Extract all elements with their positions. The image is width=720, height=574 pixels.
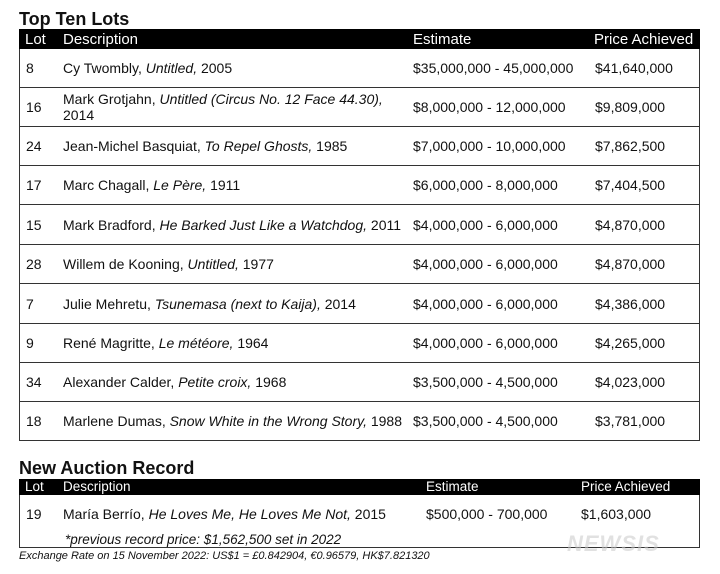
lot-price: $4,023,000 <box>595 374 666 390</box>
header-lot: Lot <box>25 31 46 48</box>
lot-estimate: $3,500,000 - 4,500,000 <box>413 413 558 429</box>
lot-price: $9,809,000 <box>595 99 666 115</box>
table-row <box>20 363 699 402</box>
lot-number: 34 <box>26 374 42 390</box>
record-estimate: $500,000 - 700,000 <box>426 506 548 522</box>
lot-description: René Magritte, Le météore, 1964 <box>63 335 269 351</box>
record-description: María Berrío, He Loves Me, He Loves Me Not, 2015 <box>63 506 386 522</box>
header-description: Description <box>63 31 139 48</box>
lot-description: Julie Mehretu, Tsunemasa (next to Kaija), 2014 <box>63 295 356 312</box>
lot-number: 8 <box>26 60 34 76</box>
lot-price: $7,862,500 <box>595 138 666 154</box>
record-row <box>20 495 699 533</box>
table-row <box>20 402 699 440</box>
record-lot: 19 <box>26 506 42 522</box>
lot-description: Jean-Michel Basquiat, To Repel Ghosts, 1985 <box>63 138 348 154</box>
table-row <box>20 49 699 88</box>
lot-description: Mark Bradford, He Barked Just Like a Watchdog, 2011 <box>63 216 402 233</box>
record-header-lot: Lot <box>25 479 44 494</box>
lot-estimate: $4,000,000 - 6,000,000 <box>413 256 558 272</box>
lot-estimate: $35,000,000 - 45,000,000 <box>413 60 574 76</box>
table-row <box>20 205 699 245</box>
lot-number: 24 <box>26 138 42 154</box>
table-row <box>20 88 699 127</box>
lot-price: $4,870,000 <box>595 256 666 272</box>
lot-price: $4,870,000 <box>595 216 666 233</box>
top-lots-header-row <box>19 29 700 49</box>
lot-number: 15 <box>26 216 42 233</box>
record-note: *previous record price: $1,562,500 set in 2022 <box>65 532 342 547</box>
header-estimate: Estimate <box>413 31 472 48</box>
record-header-row <box>19 479 700 495</box>
lot-number: 16 <box>26 99 42 115</box>
lot-description: Willem de Kooning, Untitled, 1977 <box>63 256 274 272</box>
record-header-estimate: Estimate <box>426 479 479 494</box>
lot-price: $4,265,000 <box>595 335 666 351</box>
top-lots-title: Top Ten Lots <box>19 9 130 29</box>
lot-estimate: $7,000,000 - 10,000,000 <box>413 138 566 154</box>
lot-estimate: $4,000,000 - 6,000,000 <box>413 335 558 351</box>
lot-description: Cy Twombly, Untitled, 2005 <box>63 60 233 76</box>
lot-price: $41,640,000 <box>595 60 673 76</box>
lot-number: 7 <box>26 295 34 312</box>
table-row <box>20 245 699 284</box>
lot-description: Marc Chagall, Le Père, 1911 <box>63 177 241 193</box>
lot-estimate: $4,000,000 - 6,000,000 <box>413 216 558 233</box>
lot-estimate: $8,000,000 - 12,000,000 <box>413 99 566 115</box>
record-price: $1,603,000 <box>581 506 652 522</box>
table-row <box>20 284 699 324</box>
newsis-watermark: NEWSIS <box>567 531 660 556</box>
lot-estimate: $4,000,000 - 6,000,000 <box>413 295 558 312</box>
table-row <box>20 127 699 166</box>
lot-estimate: $6,000,000 - 8,000,000 <box>413 177 558 193</box>
header-price: Price Achieved <box>594 31 694 48</box>
record-header-price: Price Achieved <box>581 479 671 494</box>
record-title: New Auction Record <box>19 458 195 478</box>
lot-number: 17 <box>26 177 42 193</box>
lot-description: Marlene Dumas, Snow White in the Wrong Story, 1988 <box>63 413 403 429</box>
record-header-description: Description <box>63 479 131 494</box>
lot-estimate: $3,500,000 - 4,500,000 <box>413 374 558 390</box>
lot-description: Mark Grotjahn, Untitled (Circus No. 12 Face 44.30), 2014 <box>63 91 383 123</box>
top-lots-table <box>19 49 700 441</box>
lot-price: $3,781,000 <box>595 413 666 429</box>
lot-description: Alexander Calder, Petite croix, 1968 <box>63 374 287 390</box>
lot-number: 18 <box>26 413 42 429</box>
lot-price: $7,404,500 <box>595 177 666 193</box>
lot-number: 28 <box>26 256 42 272</box>
exchange-rate-footer: Exchange Rate on 15 November 2022: US$1 = £0.842904, €0.96579, HK$7.821320 <box>19 550 430 562</box>
table-row <box>20 166 699 205</box>
lot-price: $4,386,000 <box>595 295 666 312</box>
lot-number: 9 <box>26 335 34 351</box>
table-row <box>20 324 699 363</box>
